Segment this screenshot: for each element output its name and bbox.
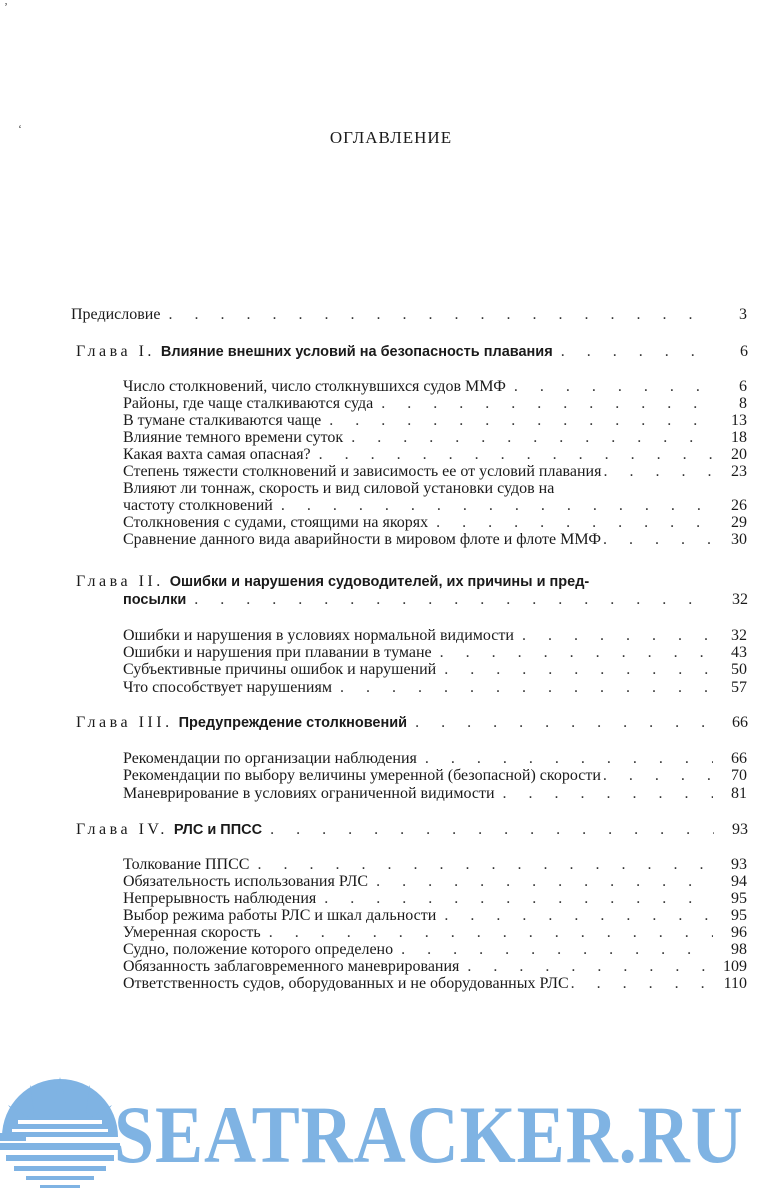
toc-item-page: 23: [731, 463, 747, 480]
leader-dots: [270, 821, 714, 838]
toc-item-text: Обязательность использования РЛС: [123, 873, 369, 890]
chapter-title: Ошибки и нарушения судоводителей, их причины и пред-: [169, 574, 590, 590]
toc-item-text: Столкновения с судами, стоящими на якорях: [123, 514, 429, 531]
toc-item-text: В тумане сталкиваются чаще: [123, 412, 322, 429]
toc-item[interactable]: [123, 412, 747, 429]
toc-item[interactable]: [123, 975, 747, 992]
leader-dots: [503, 785, 713, 802]
leader-dots: [514, 378, 713, 395]
toc-item-page: 96: [731, 924, 747, 941]
toc-item-page: 32: [731, 627, 747, 644]
leader-dots: [257, 856, 713, 873]
toc-item[interactable]: [123, 924, 747, 941]
toc-chapter-2[interactable]: [123, 591, 748, 609]
leader-dots: [571, 975, 719, 992]
toc-item[interactable]: [123, 958, 747, 975]
toc-item[interactable]: [123, 941, 747, 958]
leader-dots: [440, 644, 713, 661]
toc-item-page: 57: [731, 679, 747, 696]
toc-item[interactable]: [123, 463, 747, 480]
leader-dots: [561, 343, 714, 360]
toc-item[interactable]: [123, 907, 747, 924]
toc-item-text: Толкование ППСС: [123, 856, 250, 873]
toc-item-text: Влияние темного времени суток: [123, 429, 344, 446]
toc-item[interactable]: [123, 873, 747, 890]
toc-item-page: 94: [731, 873, 747, 890]
toc-item[interactable]: [123, 497, 747, 514]
toc-chapter-2-line1[interactable]: [76, 573, 710, 591]
toc-preface-page: 3: [739, 306, 747, 323]
toc-item[interactable]: [123, 627, 747, 644]
toc-item[interactable]: [123, 785, 747, 802]
leader-dots: [425, 750, 713, 767]
scan-artifact: ʻ: [18, 122, 22, 136]
leader-dots: [603, 767, 719, 784]
toc-item-text: Обязанность заблаговременного маневрирования: [123, 958, 460, 975]
toc-item-text: Непрерывность наблюдения: [123, 890, 317, 907]
leader-dots: [603, 531, 719, 548]
toc-item-page: 93: [731, 856, 747, 873]
scan-artifact: ʼ: [4, 0, 8, 14]
chapter-page: 32: [732, 591, 748, 608]
toc-item-page: 30: [731, 531, 747, 548]
leader-dots: [415, 714, 714, 731]
toc-item-text: Рекомендации по выбору величины умеренной (безопасной) скорости: [123, 767, 601, 784]
toc-item-text: частоту столкновений: [123, 497, 273, 514]
chapter-label: Глава IV.: [76, 821, 168, 838]
toc-item-wrapped-line1[interactable]: [123, 480, 711, 497]
leader-dots: [340, 679, 713, 696]
toc-item-text: Выбор режима работы РЛС и шкал дальности: [123, 907, 437, 924]
toc-item[interactable]: [123, 750, 747, 767]
toc-item-text: Число столкновений, число столкнувшихся судов ММФ: [123, 378, 506, 395]
leader-dots: [351, 429, 713, 446]
leader-dots: [436, 514, 713, 531]
leader-dots: [168, 306, 713, 323]
leader-dots: [319, 446, 713, 463]
toc-item-page: 50: [731, 661, 747, 678]
toc-item-page: 20: [731, 446, 747, 463]
chapter-page: 66: [732, 714, 748, 731]
toc-chapter-1[interactable]: [76, 343, 748, 361]
leader-dots: [324, 890, 713, 907]
chapter-title: Предупреждение столкновений: [178, 715, 408, 731]
chapter-title: Влияние внешних условий на безопасность плавания: [160, 344, 553, 360]
toc-item-text: Степень тяжести столкновений и зависимость ее от условий плавания: [123, 463, 602, 480]
page-title: ОГЛАВЛЕНИЕ: [329, 128, 453, 147]
toc-item-page: 110: [723, 975, 747, 992]
leader-dots: [194, 591, 714, 608]
toc-item-page: 81: [731, 785, 747, 802]
chapter-title: РЛС и ППСС: [173, 822, 263, 838]
chapter-page: 6: [740, 343, 748, 360]
toc-preface-text: Предисловие: [71, 306, 161, 323]
toc-item-text: Ответственность судов, оборудованных и не оборудованных РЛС: [123, 975, 569, 992]
toc-item-page: 18: [731, 429, 747, 446]
toc-item-text: Районы, где чаще сталкиваются суда: [123, 395, 374, 412]
toc-item[interactable]: [123, 531, 747, 548]
toc-item[interactable]: [123, 679, 747, 696]
leader-dots: [281, 497, 713, 514]
leader-dots: [444, 661, 713, 678]
toc-item[interactable]: [123, 378, 747, 395]
chapter-label: Глава II.: [76, 573, 164, 590]
leader-dots: [269, 924, 713, 941]
toc-item-page: 29: [731, 514, 747, 531]
toc-item-text: Субъективные причины ошибок и нарушений: [123, 661, 437, 678]
chapter-label: Глава III.: [76, 714, 173, 731]
toc-item[interactable]: [123, 890, 747, 907]
toc-item-text: Влияют ли тоннаж, скорость и вид силовой установки судов на: [123, 480, 555, 497]
toc-item[interactable]: [123, 661, 747, 678]
leader-dots: [381, 395, 713, 412]
leader-dots: [329, 412, 713, 429]
toc-item-page: 95: [731, 890, 747, 907]
leader-dots: [401, 941, 713, 958]
leader-dots: [467, 958, 713, 975]
toc-item[interactable]: [123, 514, 747, 531]
leader-dots: [522, 627, 713, 644]
toc-item-text: Рекомендации по организации наблюдения: [123, 750, 417, 767]
leader-dots: [376, 873, 713, 890]
toc-item-text: Ошибки и нарушения в условиях нормальной видимости: [123, 627, 514, 644]
toc-item-page: 6: [739, 378, 747, 395]
chapter-title: посылки: [123, 592, 187, 608]
toc-item-text: Судно, положение которого определено: [123, 941, 394, 958]
chapter-label: Глава I.: [76, 343, 155, 360]
toc-item-text: Что способствует нарушениям: [123, 679, 332, 696]
chapter-page: 93: [732, 821, 748, 838]
toc-chapter-3[interactable]: [76, 714, 748, 732]
toc-item-text: Какая вахта самая опасная?: [123, 446, 311, 463]
toc-item-page: 95: [731, 907, 747, 924]
toc-item-text: Маневрирование в условиях ограниченной видимости: [123, 785, 495, 802]
toc-item-text: Умеренная скорость: [123, 924, 261, 941]
toc-item-page: 43: [731, 644, 747, 661]
toc-item[interactable]: [123, 644, 747, 661]
toc-item[interactable]: [123, 767, 747, 784]
toc-item[interactable]: [123, 446, 747, 463]
toc-item-page: 26: [731, 497, 747, 514]
toc-item[interactable]: [123, 856, 747, 873]
leader-dots: [444, 907, 713, 924]
toc-preface[interactable]: [71, 306, 747, 323]
toc-item-page: 109: [723, 958, 747, 975]
toc-item-page: 70: [731, 767, 747, 784]
toc-item-page: 66: [731, 750, 747, 767]
toc-item-page: 8: [739, 395, 747, 412]
toc-chapter-4[interactable]: [76, 821, 748, 839]
leader-dots: [603, 463, 719, 480]
watermark-text: SEATRACKER.RU: [114, 1089, 744, 1180]
toc-item-page: 13: [731, 412, 747, 429]
toc-item[interactable]: [123, 429, 747, 446]
toc-item[interactable]: [123, 395, 747, 412]
toc-item-page: 98: [731, 941, 747, 958]
toc-item-text: Ошибки и нарушения при плавании в тумане: [123, 644, 432, 661]
toc-item-text: Сравнение данного вида аварийности в мировом флоте и флоте ММФ: [123, 531, 602, 548]
